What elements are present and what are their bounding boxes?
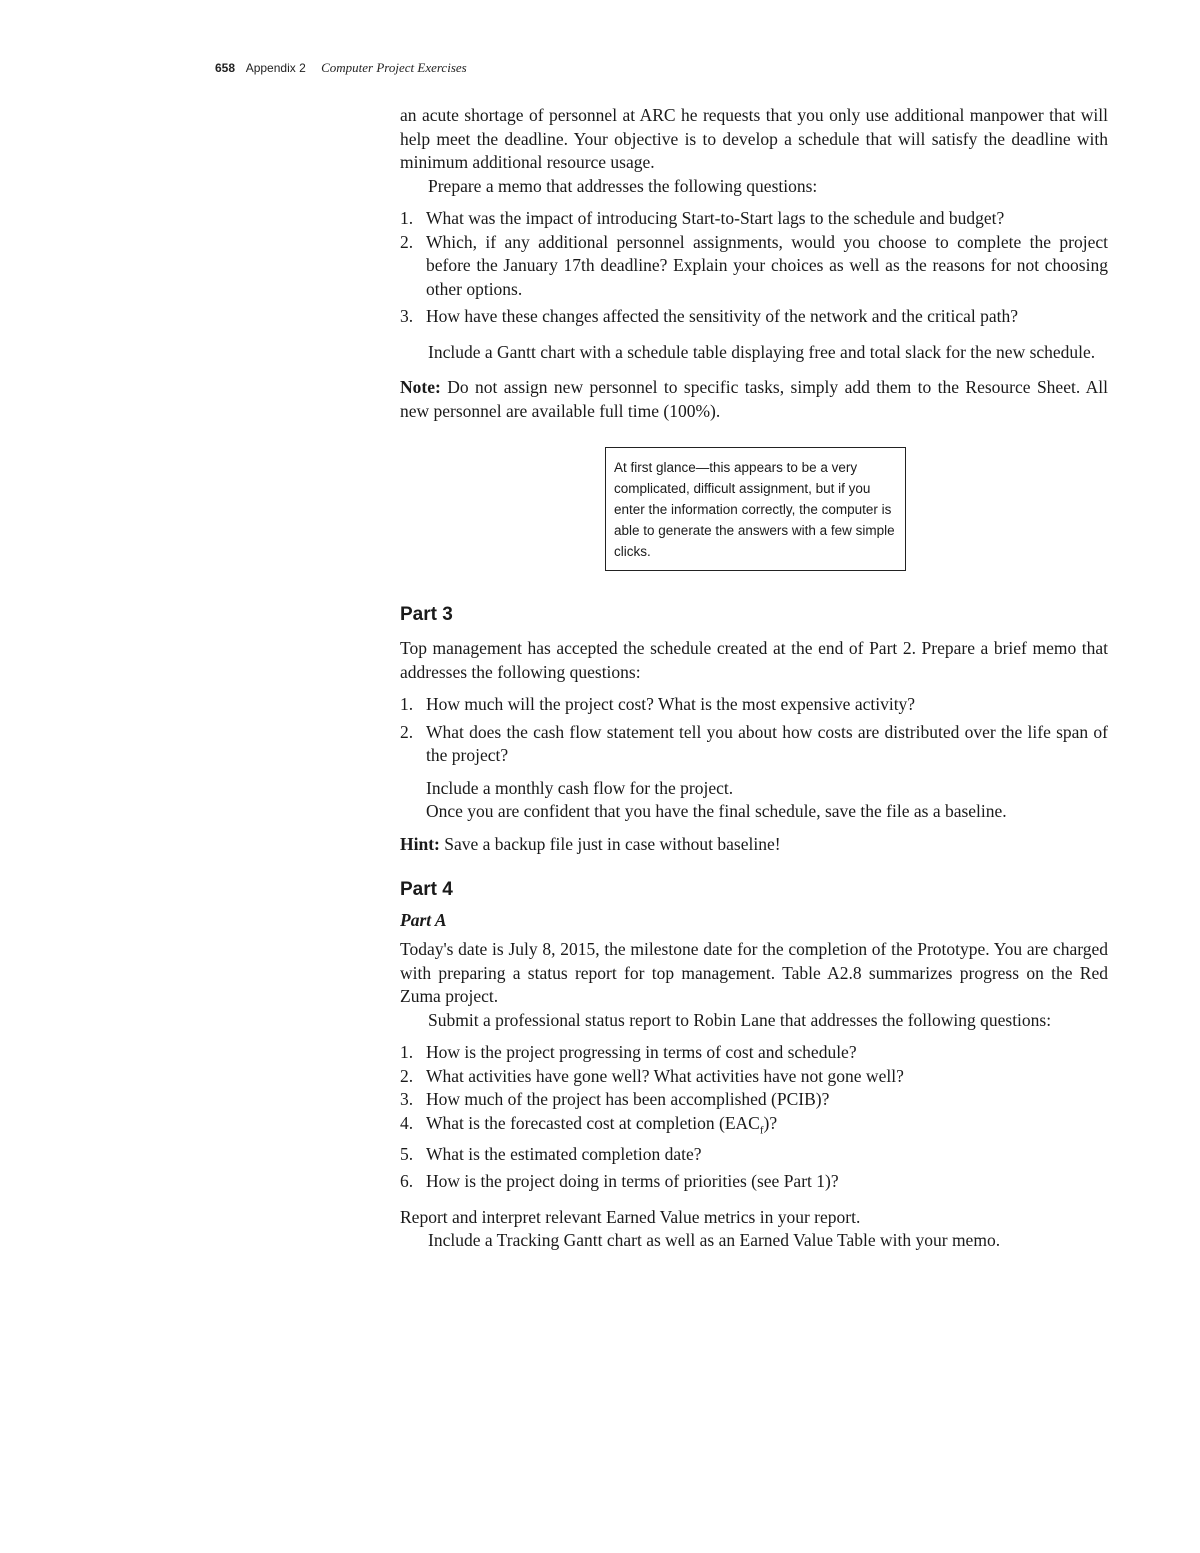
- running-title: Computer Project Exercises: [321, 60, 467, 75]
- page-number: 658: [215, 61, 236, 75]
- list-item: 4. What is the forecasted cost at completion $(EAC_f)$?: [400, 1112, 778, 1136]
- page-body: [400, 104, 1108, 1253]
- list-item: 2. What activities have gone well? What activities have not gone well?: [400, 1065, 904, 1086]
- list-item: 6. How is the project doing in terms of priorities (see Part 1)?: [400, 1171, 839, 1191]
- running-head: [215, 60, 467, 76]
- hint-label: Hint:: [400, 833, 440, 854]
- part4-intro: Today's date is July 8, 2015, the milestone date for the completion of the Prototype. You are charged with preparing a status report for top management. Table A2.8 summarizes progress on the Red Zuma project.: [400, 939, 1108, 1006]
- baseline-line: Once you are confident that you have the final schedule, save the file as a baseline.: [426, 801, 1007, 821]
- list-item: 5. What is the estimated completion date?: [400, 1143, 702, 1164]
- list-item: 3. How much of the project has been accomplished (PCIB)?: [400, 1089, 830, 1109]
- list-item: 1. How is the project progressing in terms of cost and schedule?: [400, 1042, 857, 1062]
- part4-questions-list: [400, 1041, 1108, 1194]
- note-paragraph: Note: Do not assign new personnel to specific tasks, simply add them to the Resource Sheet. All new personnel are available full time (100%).: [400, 377, 1108, 421]
- list-item: 2. What does the cash flow statement tell you about how costs are distributed over the life span of the project?: [400, 721, 1108, 765]
- submit-report-line: Submit a professional status report to Robin Lane that addresses the following questions:: [428, 1009, 1052, 1030]
- earned-value-line: Report and interpret relevant Earned Value metrics in your report.: [400, 1206, 861, 1227]
- appendix-label: Appendix 2: [245, 61, 306, 75]
- include-gantt-paragraph: Include a Gantt chart with a schedule table displaying free and total slack for the new schedule.: [428, 341, 1096, 362]
- part-a-subheading: Part A: [400, 910, 447, 930]
- hint-paragraph: Hint: Save a backup file just in case without baseline!: [400, 833, 781, 854]
- note-label: Note:: [400, 377, 441, 397]
- part3-intro: Top management has accepted the schedule created at the end of Part 2. Prepare a brief memo that addresses the following questions:: [400, 638, 1108, 682]
- list-item: 1. What was the impact of introducing Start-to-Start lags to the schedule and budget?: [400, 208, 1005, 228]
- prepare-memo-line: Prepare a memo that addresses the following questions:: [428, 175, 818, 196]
- part4-heading: Part 4: [400, 879, 453, 900]
- memo-questions-list: [400, 207, 1108, 329]
- tracking-gantt-line: Include a Tracking Gantt chart as well as an Earned Value Table with your memo.: [428, 1230, 1001, 1250]
- part3-heading: Part 3: [400, 604, 453, 625]
- list-item: 3. How have these changes affected the sensitivity of the network and the critical path?: [400, 306, 1019, 326]
- callout-box: At first glance—this appears to be a very complicated, difficult assignment, but if you enter the information correctly, the computer is able to generate the answers with a few simple clicks.: [605, 447, 906, 571]
- intro-paragraph: an acute shortage of personnel at ARC he requests that you only use additional manpower that will help meet the deadline. Your objective is to develop a schedule that will satisfy the deadline with minimum additional resource usage.: [400, 105, 1108, 172]
- include-cash-flow-line: Include a monthly cash flow for the project.: [426, 777, 734, 798]
- list-item: 2. Which, if any additional personnel assignments, would you choose to complete the project before the January 17th deadline? Explain your choices as well as the reasons for not choosing other options.: [400, 231, 1108, 299]
- list-item: 1. How much will the project cost? What is the most expensive activity?: [400, 694, 916, 714]
- part3-questions-list: [400, 693, 1108, 768]
